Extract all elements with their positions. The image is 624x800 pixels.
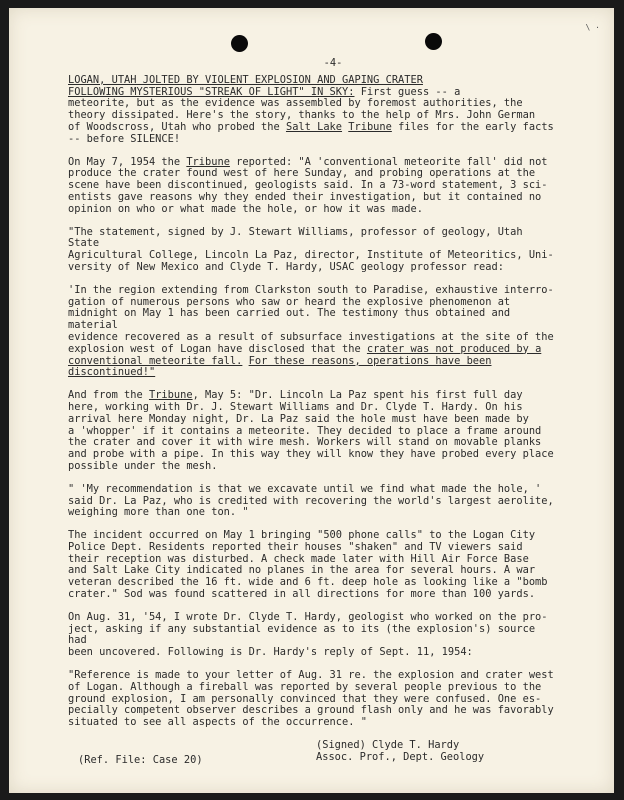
signature-title: Assoc. Prof., Dept. Geology (316, 750, 485, 763)
document-body (68, 58, 558, 764)
p5-rest: , May 5: "Dr. Lincoln La Paz spent his first full day here, working with Dr. J. Stewart Williams and Dr. Clyde T. Hardy. On his arrival here Monday night, Dr. La Paz said the hole must have been made by a 'whopper' if it contains a meteorite. They decided to place a frame around the crater and cover it with wire mesh. Workers will stand on movable planks and probe with a pipe. In this way they will know they have probed every place possible under the mesh. (68, 389, 554, 472)
paragraph-quote (68, 285, 558, 379)
signature-name: (Signed) Clyde T. Hardy (316, 739, 460, 752)
paragraph-incident: The incident occurred on May 1 bringing "500 phone calls" to the Logan City Police Dept. Residents reported their houses "shaken" and TV viewers said their reception was disturbed. A check made later with Hill Air Force Base and Salt Lake City indicated no planes in the area for several hours. A war veteran described the 16 ft. wide and 6 ft. deep hole as looking like a "bomb crater." Sod was found scattered in all directions for more than 100 yards. (68, 529, 548, 601)
paragraph-aug31: On Aug. 31, '54, I wrote Dr. Clyde T. Hardy, geologist who worked on the pro- ject, asking if any substantial evidence as to its (the explosion's) source had been uncovered. Following is Dr. Hardy's reply of Sept. 11, 1954: (68, 610, 548, 659)
p1-tribune: Tribune (348, 120, 392, 133)
punch-hole-right (425, 33, 442, 50)
p5-start: And from the (68, 389, 149, 402)
reference-file: (Ref. File: Case 20) (78, 754, 203, 766)
paragraph-statement: "The statement, signed by J. Stewart Williams, professor of geology, Utah State Agricultural College, Lincoln La Paz, director, Institute of Meteoritics, Uni- versity of New Mexico and Clyde T. Hardy, USAC geology professor read: (68, 225, 554, 273)
punch-hole-left (231, 35, 248, 52)
p2-rest: reported: "A 'conventional meteorite fall' did not produce the crater found west of here Sunday, and probing operations at the scene have been discontinued, geologists said. In a 73-word statement, 3 sci- entists gave reasons why they ended their investigation, but it contained no opinion on who or what made the hole, or how it was made. (68, 155, 548, 215)
p2-start: On May 7, 1954 the (68, 155, 187, 168)
p1-salt-lake: Salt Lake (285, 120, 343, 133)
page-number: -4- (323, 57, 343, 69)
corner-mark: \ · (585, 23, 600, 32)
p4-start: 'In the region extending from Clarkston south to Paradise, exhaustive interro- gation of numerous persons who saw or heard the explosive phenomenon at midnight on May 1 has been carried out. The testimony thus obtained and material evidence recovered as a result of subsurface investigations at the site of the explosion west of Logan have disclosed that the (68, 283, 554, 355)
p1-tail: files for the early facts -- before SILENCE! (68, 120, 554, 145)
p4-underline-1: crater was not produced by a conventional meteorite fall. (68, 342, 542, 367)
headline: LOGAN, UTAH JOLTED BY VIOLENT EXPLOSION AND GAPING CRATER FOLLOWING MYSTERIOUS "STREAK OF LIGHT" IN SKY: (68, 73, 423, 98)
paragraph-may5 (68, 390, 558, 473)
paragraph-may7 (68, 157, 558, 216)
p1-text: First guess -- a meteorite, but as the evidence was assembled by foremost authorities, the theory dissipated. Here's the story, thanks to the help of Mrs. John German of Woodscross, Utah who probed the (68, 85, 536, 133)
p2-tribune: Tribune (186, 155, 230, 168)
paragraph-recommendation: " 'My recommendation is that we excavate until we find what made the hole, ' said Dr. La Paz, who is credited with recovering the world's largest aerolite, weighing more than one ton. " (68, 482, 554, 519)
p5-tribune: Tribune (148, 389, 193, 402)
paragraph-reply: "Reference is made to your letter of Aug. 31 re. the explosion and crater west of Logan. Although a fireball was reported by several people previous to the ground explosion, I am personally convinced that they were confused. One es- pecially competent observer describes a ground flash only and he was favorably situated to see all aspects of the occurrence. " (68, 669, 554, 729)
p4-underline-2: For these reasons, operations have been discontinued!" (68, 354, 492, 379)
paragraph-headline (68, 75, 558, 146)
